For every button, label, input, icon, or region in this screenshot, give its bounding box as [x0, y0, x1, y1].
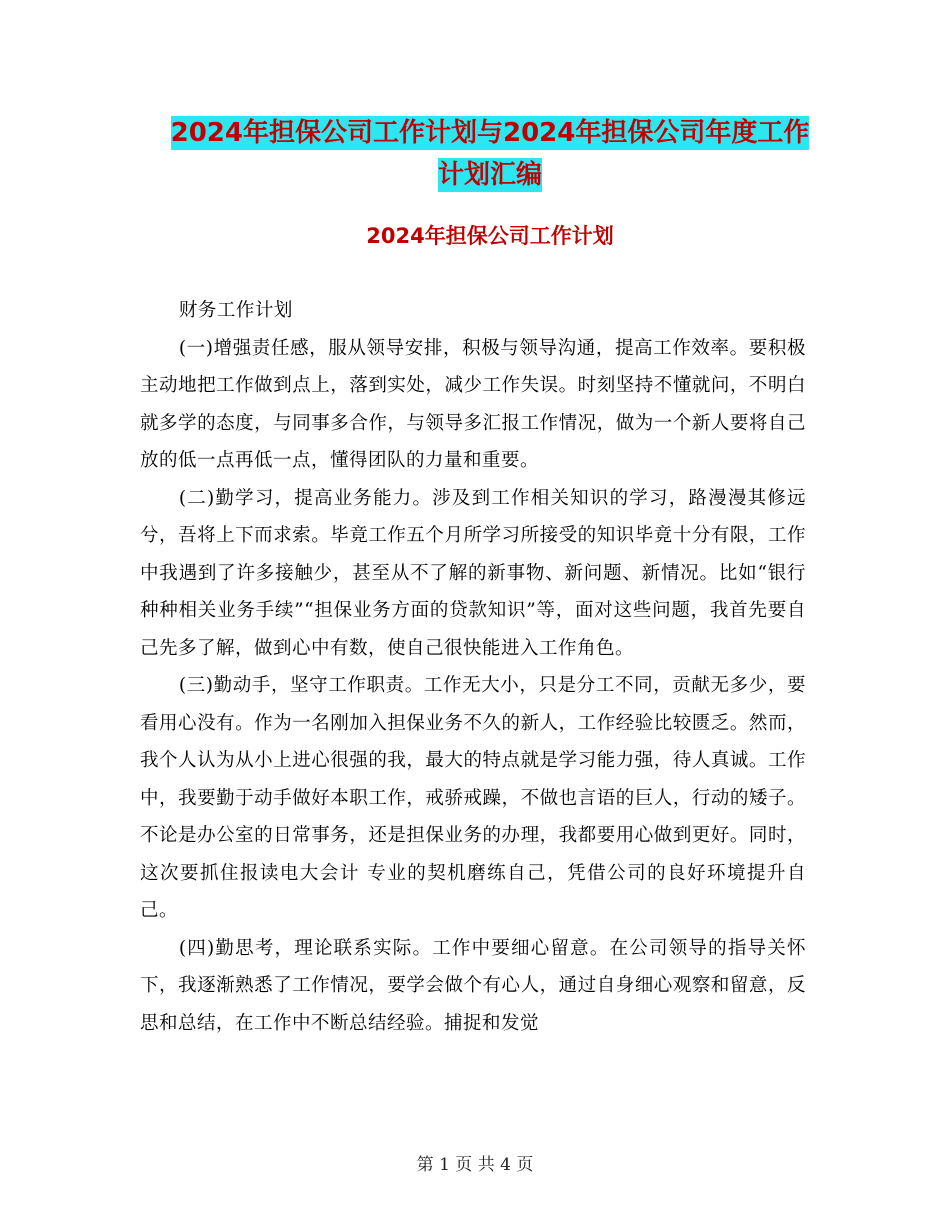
document-body [140, 292, 806, 1042]
document-title-line-2: 计划汇编 [437, 160, 542, 190]
document-title [140, 112, 840, 196]
paragraph-4: (四)勤思考，理论联系实际。工作中要细心留意。在公司领导的指导关怀下，我逐渐熟悉了工作情况，要学会做个有心人，通过自身细心观察和留意，反思和总结，在工作中不断总结经验。捕捉和发觉 [140, 937, 806, 1034]
section-title: 2024年担保公司工作计划 [366, 224, 614, 248]
document-title-line-1: 2024年担保公司工作计划与2024年担保公司年度工作 [170, 118, 810, 148]
paragraph-3: (三)勤动手，坚守工作职责。工作无大小，只是分工不同，贡献无多少，要看用心没有。作为一名刚加入担保业务不久的新人，工作经验比较匮乏。然而，我个人认为从小上进心很强的我，最大的特点就是学习能力强，待人真诚。工作中，我要勤于动手做好本职工作，戒骄戒躁，不做也言语的巨人，行动的矮子。不论是办公室的日常事务，还是担保业务的办理，我都要用心做到更好。同时，这次要抓住报读电大会计 专业的契机磨练自己，凭借公司的良好环境提升自己。 [140, 675, 806, 921]
paragraph-heading: 财务工作计划 [178, 300, 293, 321]
page-footer: 第 1 页 共 4 页 [416, 1155, 534, 1175]
paragraph-2: (二)勤学习，提高业务能力。涉及到工作相关知识的学习，路漫漫其修远兮，吾将上下而求索。毕竟工作五个月所学习所接受的知识毕竟十分有限，工作中我遇到了许多接触少，甚至从不了解的新事物、新问题、新情况。比如“银行种种相关业务手续”“担保业务方面的贷款知识”等，面对这些问题，我首先要自己先多了解，做到心中有数，使自己很快能进入工作角色。 [140, 487, 806, 659]
paragraph-1: (一)增强责任感，服从领导安排，积极与领导沟通，提高工作效率。要积极主动地把工作做到点上，落到实处，减少工作失误。时刻坚持不懂就问，不明白就多学的态度，与同事多合作，与领导多汇报工作情况，做为一个新人要将自己放的低一点再低一点，懂得团队的力量和重要。 [140, 337, 806, 471]
